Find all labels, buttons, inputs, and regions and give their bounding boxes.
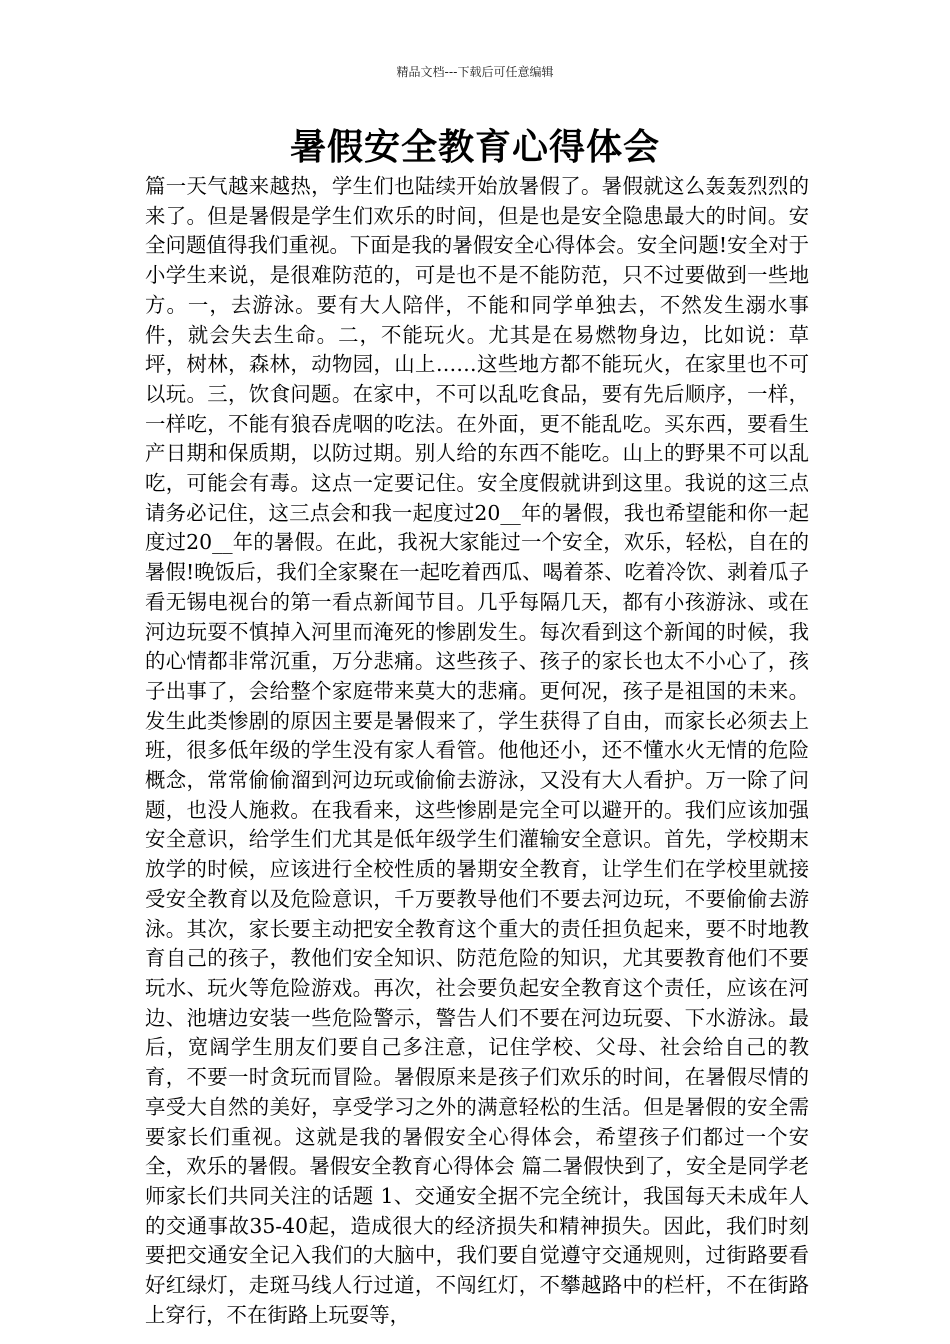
document-title: 暑假安全教育心得体会 xyxy=(289,127,660,168)
document-body-text: 篇一天气越来越热，学生们也陆续开始放暑假了。暑假就这么轰轰烈烈的来了。但是暑假是学生们欢乐的时间，但是也是安全隐患最大的时间。安全问题值得我们重视。下面是我的暑假安全心得体会。安全问题!安全对于小学生来说，是很难防范的，可是也不是不能防范，只不过要做到一些地方。一，去游泳。要有大人陪伴，不能和同学单独去，不然发生溺水事件，就会失去生命。二，不能玩火。尤其是在易燃物身边，比如说：草坪，树林，森林，动物园，山上……这些地方都不能玩火，在家里也不可以玩。三，饮食问题。在家中，不可以乱吃食品，要有先后顺序，一样，一样吃，不能有狼吞虎咽的吃法。在外面，更不能乱吃。买东西，要看生产日期和保质期，以防过期。别人给的东西不能吃。山上的野果不可以乱吃，可能会有毒。这点一定要记住。安全度假就讲到这里。我说的这三点请务必记住，这三点会和我一起度过20__年的暑假，我也希望能和你一起度过20__年的暑假。在此，我祝大家能过一个安全，欢乐，轻松，自在的暑假!晚饭后，我们全家聚在一起吃着西瓜、喝着茶、吃着冷饮、剥着瓜子看无锡电视台的第一看点新闻节目。几乎每隔几天，都有小孩游泳、或在河边玩耍不慎掉入河里而淹死的惨剧发生。每次看到这个新闻的时候，我的心情都非常沉重，万分悲痛。这些孩子、孩子的家长也太不小心了，孩子出事了，会给整个家庭带来莫大的悲痛。更何况，孩子是祖国的未来。发生此类惨剧的原因主要是暑假来了，学生获得了自由，而家长必须去上班，很多低年级的学生没有家人看管。他他还小，还不懂水火无情的危险概念，常常偷偷溜到河边玩或偷偷去游泳，又没有大人看护。万一除了问题，也没人施救。在我看来，这些惨剧是完全可以避开的。我们应该加强安全意识，给学生们尤其是低年级学生们灌输安全意识。首先，学校期末放学的时候，应该进行全校性质的暑期安全教育，让学生们在学校里就接受安全教育以及危险意识，千万要教导他们不要去河边玩，不要偷偷去游泳。其次，家长要主动把安全教育这个重大的责任担负起来，要不时地教育自己的孩子，教他们安全知识、防范危险的知识，尤其要教育他们不要玩水、玩火等危险游戏。再次，社会要负起安全教育这个责任，应该在河边、池塘边安装一些危险警示，警告人们不要在河边玩耍、下水游泳。最后，宽阔学生朋友们要自己多注意，记住学校、父母、社会给自己的教育，不要一时贪玩而冒险。暑假原来是孩子们欢乐的时间，在暑假尽情的享受大自然的美好，享受学习之外的满意轻松的生活。但是暑假的安全需要家长们重视。这就是我的暑假安全心得体会，希望孩子们都过一个安全，欢乐的暑假。暑假安全教育心得体会 篇二暑假快到了，安全是同学老师家长们共同关注的话题 1、交通安全据不完全统计，我国每天未成年人的交通事故35-40起，造成很大的经济损失和精神损失。因此，我们时刻要把交通安全记入我们的大脑中，我们要自觉遵守交通规则，过街路要看好红绿灯，走斑马线人行过道，不闯红灯，不攀越路中的栏杆，不在街路上穿行，不在街路上玩耍等， xyxy=(145,174,809,1327)
header-note: 精品文档---下载后可任意编辑 xyxy=(396,65,554,79)
